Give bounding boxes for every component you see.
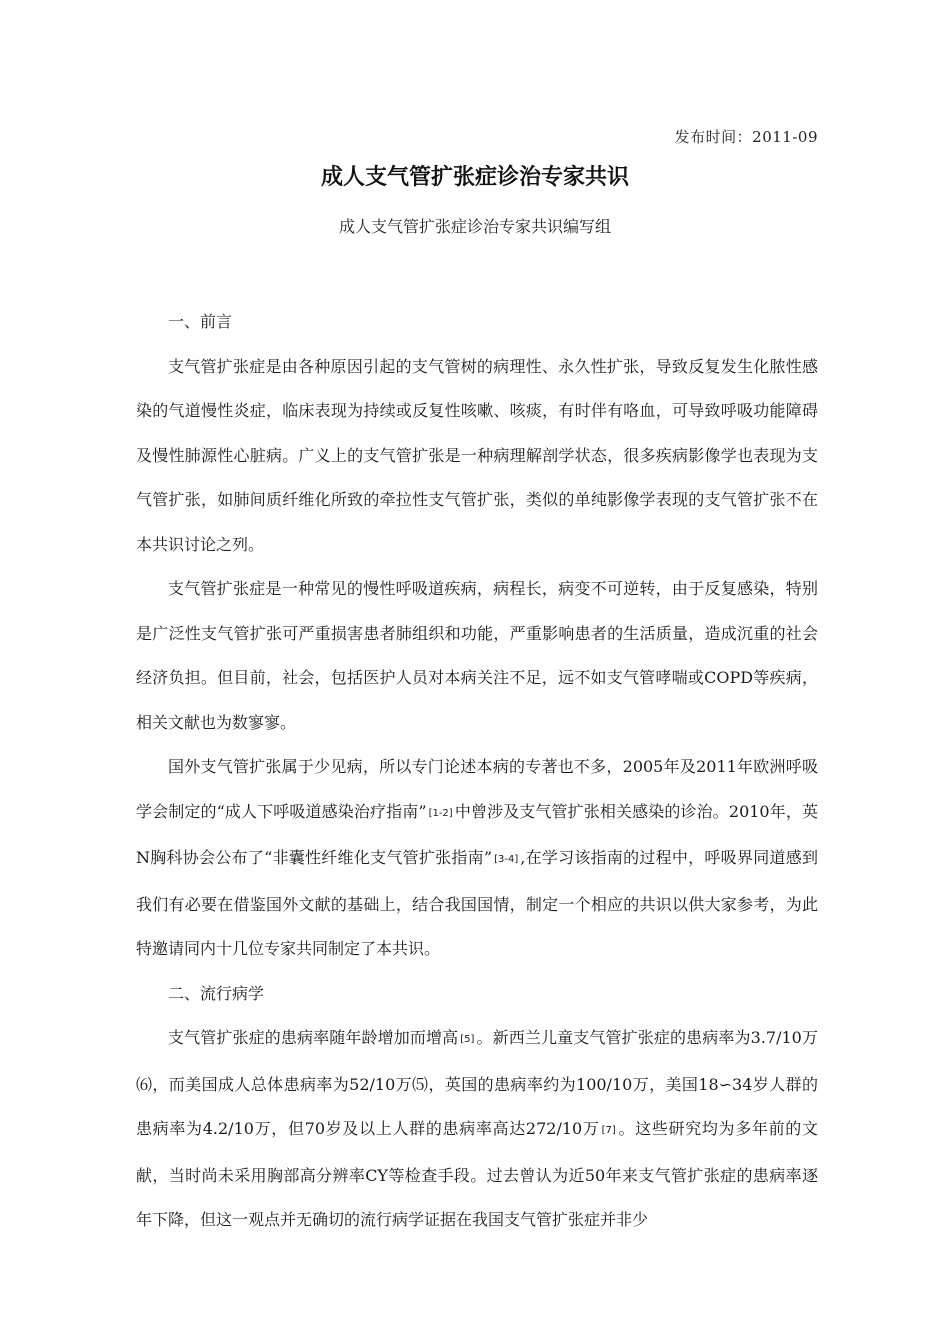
paragraph-text: 支气管扩张症的患病率随年龄增加而增高 xyxy=(168,1028,459,1047)
publish-date: 发布时间：2011-09 xyxy=(674,128,818,146)
citation-ref: [5] xyxy=(460,1034,475,1045)
paragraph xyxy=(136,1016,818,1243)
paragraph: 支气管扩张症是一种常见的慢性呼吸道疾病，病程长，病变不可逆转，由于反复感染，特别是广泛性支气管扩张可严重损害患者肺组织和功能，严重影响患者的生活质量，造成沉重的社会经济负担。但目前，社会，包括医护人员对本病关注不足，远不如支气管哮喘或COPD等疾病，相关文献也为数寥寥。 xyxy=(136,579,818,732)
citation-ref: [1-2] xyxy=(428,807,453,819)
document-title: 成人支气管扩张症诊治专家共识 xyxy=(320,165,629,190)
paragraph xyxy=(136,745,818,972)
paragraph: 支气管扩张症是由各种原因引起的支气管树的病理性、永久性扩张，导致反复发生化脓性感染的气道慢性炎症，临床表现为持续或反复性咳嗽、咳痰，有时伴有咯血，可导致呼吸功能障碍及慢性肺源性心脏病。广义上的支气管扩张是一种病理解剖学状态，很多疾病影像学也表现为支气管扩张，如肺间质纤维化所致的牵拉性支气管扩张，类似的单纯影像学表现的支气管扩张不在本共识讨论之列。 xyxy=(136,356,818,554)
section-heading-epidemiology: 二、流行病学 xyxy=(168,983,265,1003)
paragraph-text: ,在学习该指南的过程中，呼吸界同道感到我们有必要在借鉴国外文献的基础上，结合我国国情，制定一个相应的共识以供大家参考，为此特邀请同内十几位专家共同制定了本共识。 xyxy=(136,848,818,958)
paragraph-text: 国外支气管扩张属于少见病，所以专门论述本病的专著也不多，2005年及2011年欧洲呼吸学会制定的“成人下呼吸道感染治疗指南” xyxy=(136,757,818,821)
paragraph-text: 。这些研究均为多年前的文献，当时尚未采用胸部高分辨率CY等检查手段。过去曾认为近50年来支气管扩张症的患病率逐年下降，但这一观点并无确切的流行病学证据在我国支气管扩张症并非少 xyxy=(136,1119,818,1229)
section-heading-intro: 一、前言 xyxy=(168,312,233,331)
citation-ref: [7] xyxy=(601,1125,616,1136)
citation-ref: [3-4] xyxy=(494,854,519,865)
paragraph-text: 。新西兰儿童支气管扩张症的患病率为3.7/10万⑹，而美国成人总体患病率为52/10万⑸，英国的患病率约为100/10万，美国18∽34岁人群的患病率为4.2/10万，但70岁及以上人群的患病率高达272/10万 xyxy=(136,1028,818,1138)
document-author: 成人支气管扩张症诊治专家共识编写组 xyxy=(338,217,611,236)
document-body xyxy=(136,300,818,1243)
paragraph-text: 中曾涉及支气管扩张相关感染的诊治。2010年，英N胸科协会公布了“非囊性纤维化支气管扩张指南” xyxy=(136,801,818,867)
